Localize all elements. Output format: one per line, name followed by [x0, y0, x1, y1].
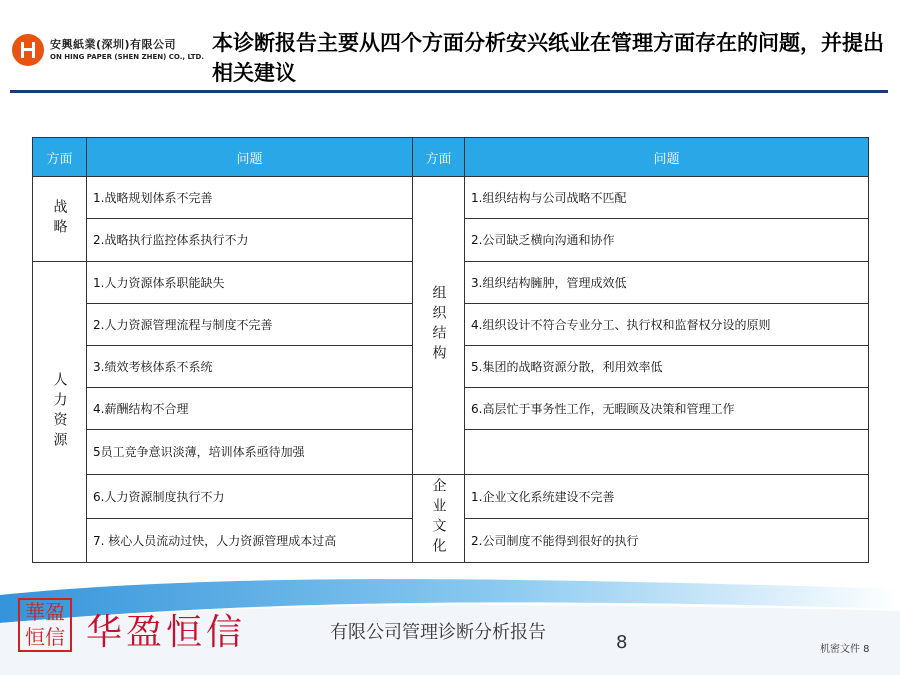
category-culture: 企业文化: [413, 474, 465, 563]
issue-cell: 3.绩效考核体系不系统: [87, 345, 413, 387]
company-logo-icon: [12, 34, 44, 66]
table-row: [33, 474, 869, 518]
footer-page-number: 8: [616, 632, 628, 653]
issue-cell: 1.战略规划体系不完善: [87, 177, 413, 219]
issue-cell: 4.组织设计不符合专业分工、执行权和监督权分设的原则: [465, 303, 869, 345]
logo-chinese-name: 安興紙業(深圳)有限公司: [50, 38, 177, 51]
header-aspect: 方面: [413, 138, 465, 177]
issue-cell: 7. 核心人员流动过快，人力资源管理成本过高: [87, 518, 413, 562]
logo-english-name: ON HING PAPER (SHEN ZHEN) CO., LTD.: [50, 53, 205, 61]
category-organization: 组织结构: [413, 177, 465, 474]
issue-cell: 5.集团的战略资源分散，利用效率低: [465, 345, 869, 387]
issue-cell: 6.人力资源制度执行不力: [87, 474, 413, 518]
brand-logo: [18, 598, 278, 658]
table-row: [33, 177, 869, 219]
footer-caption: 有限公司管理诊断分析报告: [330, 622, 546, 643]
issue-cell: 2.公司缺乏横向沟通和协作: [465, 219, 869, 261]
diagnosis-table: [32, 137, 869, 563]
issue-cell: 3.组织结构臃肿，管理成效低: [465, 261, 869, 303]
header-aspect: 方面: [33, 138, 87, 177]
company-logo: [10, 32, 205, 70]
title-divider: [10, 90, 888, 93]
category-strategy: 战略: [33, 177, 87, 261]
brand-name: 华盈恒信: [86, 612, 247, 653]
issue-cell: 6.高层忙于事务性工作，无暇顾及决策和管理工作: [465, 388, 869, 430]
issue-cell: 1.企业文化系统建设不完善: [465, 474, 869, 518]
issue-cell: 4.薪酬结构不合理: [87, 388, 413, 430]
seal-icon: 華盈恒信: [18, 598, 72, 652]
issue-cell: 1.人力资源体系职能缺失: [87, 261, 413, 303]
confidential-label: 机密文件 8: [820, 644, 870, 655]
issue-cell: 2.公司制度不能得到很好的执行: [465, 518, 869, 562]
empty-cell: [465, 430, 869, 474]
issue-cell: 5员工竞争意识淡薄，培训体系亟待加强: [87, 430, 413, 474]
issue-cell: 1.组织结构与公司战略不匹配: [465, 177, 869, 219]
table-header-row: [33, 138, 869, 177]
header-issue: 问题: [465, 138, 869, 177]
header-issue: 问题: [87, 138, 413, 177]
category-hr: 人力资源: [33, 261, 87, 562]
issue-cell: 2.人力资源管理流程与制度不完善: [87, 303, 413, 345]
issue-cell: 2.战略执行监控体系执行不力: [87, 219, 413, 261]
slide-title: 本诊断报告主要从四个方面分析安兴纸业在管理方面存在的问题，并提出相关建议: [212, 31, 884, 85]
